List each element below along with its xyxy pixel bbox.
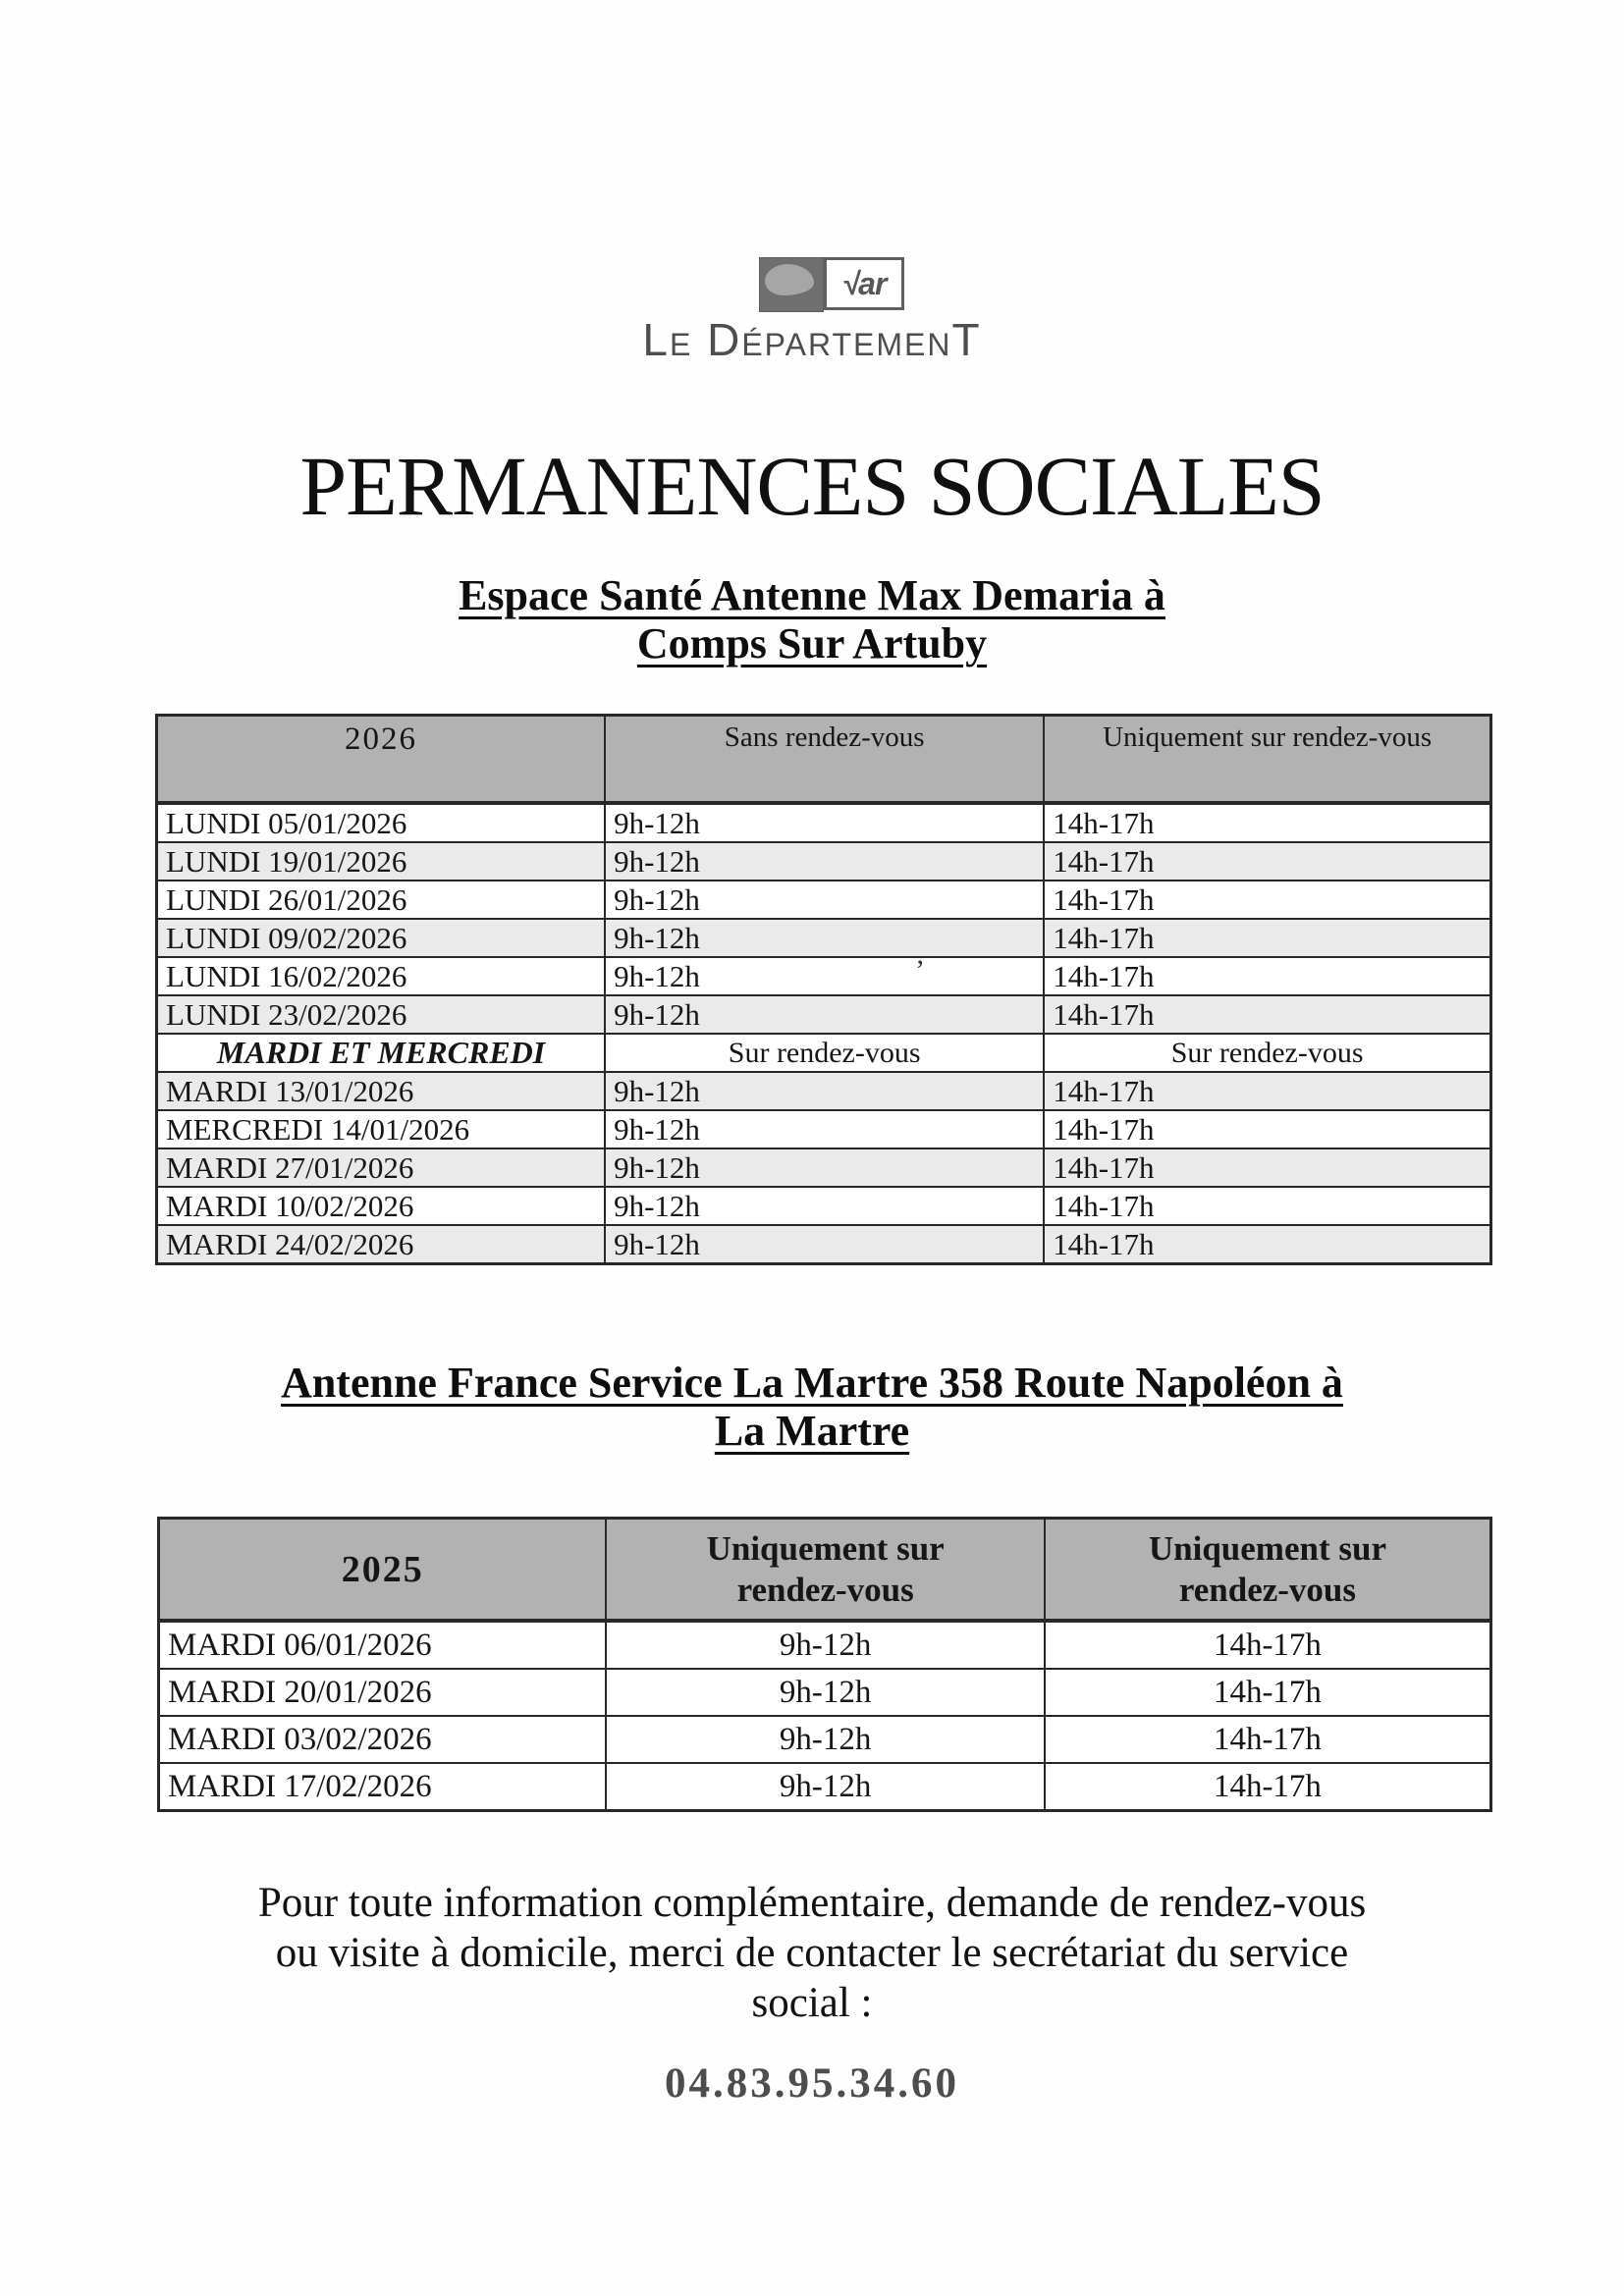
footer-note (0, 1878, 1624, 2028)
var-wordmark (824, 257, 904, 310)
morning-cell: 9h-12h (605, 1187, 1044, 1225)
table-row (157, 1225, 1491, 1264)
department-label: Le DépartemenT (642, 314, 982, 365)
date-cell: MARDI 03/02/2026 (159, 1716, 607, 1763)
afternoon-cell: 14h-17h (1044, 1072, 1490, 1110)
date-cell: LUNDI 09/02/2026 (157, 919, 606, 957)
morning-cell: 9h-12h (605, 881, 1044, 919)
date-cell: MERCREDI 14/01/2026 (157, 1110, 606, 1148)
table-row (159, 1669, 1491, 1716)
table-row (157, 1110, 1491, 1148)
table-row (159, 1621, 1491, 1669)
morning-cell: 9h-12h (605, 919, 1044, 957)
schedule-table-comps (155, 714, 1492, 1265)
afternoon-cell: 14h-17h (1044, 957, 1490, 995)
table-row (159, 1763, 1491, 1811)
morning-cell: 9h-12h (605, 1072, 1044, 1110)
date-cell: MARDI 06/01/2026 (159, 1621, 607, 1669)
subheader-afternoon-cell: Sur rendez-vous (1044, 1034, 1490, 1072)
table2-header-year: 2025 (159, 1519, 607, 1622)
date-cell: LUNDI 19/01/2026 (157, 842, 606, 881)
section1-heading-line1: Espace Santé Antenne Max Demaria à (459, 571, 1165, 619)
date-cell: LUNDI 16/02/2026 (157, 957, 606, 995)
scan-artifact-apostrophe: ’ (915, 954, 925, 987)
table-subheader-row (157, 1034, 1491, 1072)
var-map-shape (765, 264, 814, 295)
morning-cell: 9h-12h (606, 1763, 1044, 1811)
section2-heading-line1: Antenne France Service La Martre 358 Route Napoléon à (281, 1359, 1343, 1407)
afternoon-cell: 14h-17h (1044, 1187, 1490, 1225)
subheader-morning-cell: Sur rendez-vous (605, 1034, 1044, 1072)
table1-header-row (157, 716, 1491, 804)
var-logo (0, 257, 1624, 363)
table-row (157, 919, 1491, 957)
morning-cell: 9h-12h (606, 1621, 1044, 1669)
table2-header-text: Uniquement sur rendez-vous (1148, 1528, 1386, 1609)
table-row (157, 957, 1491, 995)
subheader-days-cell: MARDI ET MERCREDI (157, 1034, 606, 1072)
phone-number: 04.83.95.34.60 (665, 2060, 959, 2107)
morning-cell: 9h-12h (606, 1716, 1044, 1763)
date-cell: LUNDI 05/01/2026 (157, 803, 606, 842)
afternoon-cell: 14h-17h (1044, 1110, 1490, 1148)
table2-header-text: Uniquement sur rendez-vous (706, 1528, 945, 1609)
date-cell: MARDI 10/02/2026 (157, 1187, 606, 1225)
date-cell: MARDI 24/02/2026 (157, 1225, 606, 1264)
morning-cell: 9h-12h (606, 1669, 1044, 1716)
table-row (159, 1716, 1491, 1763)
section2-heading (0, 1359, 1624, 1455)
table-row (157, 1148, 1491, 1187)
afternoon-cell: 14h-17h (1044, 1148, 1490, 1187)
morning-cell: 9h-12h (605, 1148, 1044, 1187)
morning-cell: 9h-12h (605, 803, 1044, 842)
table-row (157, 995, 1491, 1034)
morning-cell: 9h-12h (605, 842, 1044, 881)
date-cell: LUNDI 23/02/2026 (157, 995, 606, 1034)
afternoon-cell: 14h-17h (1044, 881, 1490, 919)
table1-header-no-appointment: Sans rendez-vous (605, 716, 1044, 804)
footer-line3: social : (751, 1980, 873, 2026)
table2-header-appointment-only-am (606, 1519, 1044, 1622)
date-cell: LUNDI 26/01/2026 (157, 881, 606, 919)
date-cell: MARDI 13/01/2026 (157, 1072, 606, 1110)
afternoon-cell: 14h-17h (1044, 842, 1490, 881)
table-row (157, 881, 1491, 919)
table2-header-appointment-only-pm (1045, 1519, 1491, 1622)
footer-line1: Pour toute information complémentaire, demande de rendez-vous (257, 1880, 1367, 1926)
var-map-silhouette (759, 257, 824, 312)
section2-heading-line2: La Martre (714, 1407, 910, 1455)
table-row (157, 1072, 1491, 1110)
var-wordmark-text: √ar (841, 265, 887, 301)
table1-header-year: 2026 (157, 716, 606, 804)
date-cell: MARDI 20/01/2026 (159, 1669, 607, 1716)
table-row (157, 803, 1491, 842)
morning-cell: 9h-12h (605, 957, 1044, 995)
date-cell: MARDI 17/02/2026 (159, 1763, 607, 1811)
afternoon-cell: 14h-17h (1045, 1621, 1491, 1669)
section1-heading (0, 571, 1624, 667)
var-logo-icon (759, 257, 904, 312)
section1-heading-line2: Comps Sur Artuby (636, 619, 988, 667)
morning-cell: 9h-12h (605, 1110, 1044, 1148)
footer-line2: ou visite à domicile, merci de contacter le secrétariat du service (275, 1930, 1349, 1976)
table-row (157, 842, 1491, 881)
afternoon-cell: 14h-17h (1044, 995, 1490, 1034)
date-cell: MARDI 27/01/2026 (157, 1148, 606, 1187)
page-title: PERMANENCES SOCIALES (299, 439, 1325, 533)
afternoon-cell: 14h-17h (1045, 1669, 1491, 1716)
morning-cell: 9h-12h (605, 995, 1044, 1034)
table2-header-row (159, 1519, 1491, 1622)
schedule-table-la-martre (157, 1517, 1492, 1812)
afternoon-cell: 14h-17h (1044, 803, 1490, 842)
table1-header-appointment-only: Uniquement sur rendez-vous (1044, 716, 1490, 804)
morning-cell: 9h-12h (605, 1225, 1044, 1264)
afternoon-cell: 14h-17h (1045, 1716, 1491, 1763)
afternoon-cell: 14h-17h (1044, 919, 1490, 957)
afternoon-cell: 14h-17h (1044, 1225, 1490, 1264)
afternoon-cell: 14h-17h (1045, 1763, 1491, 1811)
table-row (157, 1187, 1491, 1225)
